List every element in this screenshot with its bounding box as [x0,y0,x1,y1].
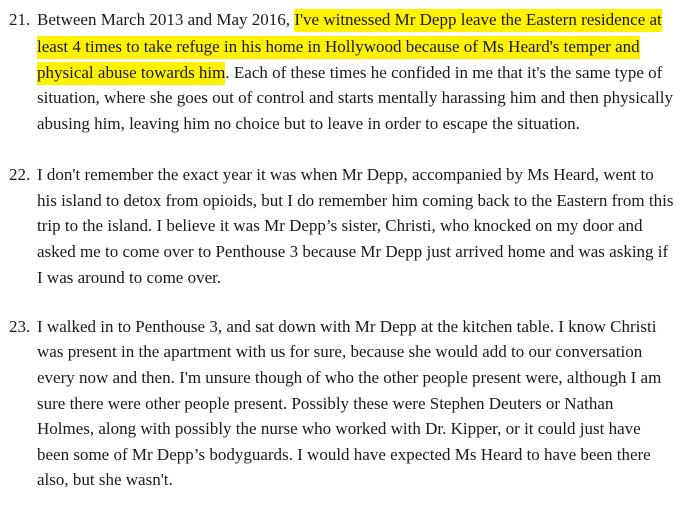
paragraph-line: his island to detox from opioids, but I do remember him coming back to the Eastern from this [37,191,674,210]
paragraph-line: was present in the apartment with us for sure, because she would add to our conversation [37,342,643,361]
paragraph-number: 23. [9,317,31,336]
paragraph-number: 22. [9,165,31,184]
highlighted-text: least 4 times to take refuge in his home in Hollywood because of Ms Heard's temper and [37,36,640,59]
paragraph-line: every now and then. I'm unsure though of who the other people present were, although I am [37,368,662,387]
paragraph-line: abusing him, leaving him no choice but to leave in order to escape the situation. [37,114,580,133]
paragraph-line: Holmes, along with possibly the nurse who worked with Dr. Kipper, or it could just have [37,419,641,438]
paragraph-line: asked me to come over to Penthouse 3 because Mr Depp just arrived home and was asking if [37,242,669,261]
line-text: . Each of these times he confided in me that it's the same type of [225,63,663,82]
paragraph-line: trip to the island. I believe it was Mr Depp’s sister, Christi, who knocked on my door and [37,216,643,235]
paragraph-line: also, but she wasn't. [37,470,173,489]
paragraph-line: I walked in to Penthouse 3, and sat down with Mr Depp at the kitchen table. I know Christi [37,317,657,336]
paragraph-line [37,9,662,31]
highlighted-text: I've witnessed Mr Depp leave the Eastern residence at [294,9,661,32]
paragraph-line: sure there were other people present. Possibly these were Stephen Deuters or Nathan [37,394,614,413]
paragraph-line [37,62,662,84]
paragraph-line: I don't remember the exact year it was when Mr Depp, accompanied by Ms Heard, went to [37,165,654,184]
paragraph-line: been some of Mr Depp’s bodyguards. I would have expected Ms Heard to have been there [37,445,651,464]
paragraph-line: I was around to come over. [37,268,222,287]
paragraph-number: 21. [9,10,31,29]
paragraph-line: situation, where she goes out of control and starts mentally harassing him and then physically [37,88,673,107]
highlighted-text: physical abuse towards him [37,62,225,85]
paragraph-line [37,36,640,58]
line-text: Between March 2013 and May 2016, [37,10,295,29]
